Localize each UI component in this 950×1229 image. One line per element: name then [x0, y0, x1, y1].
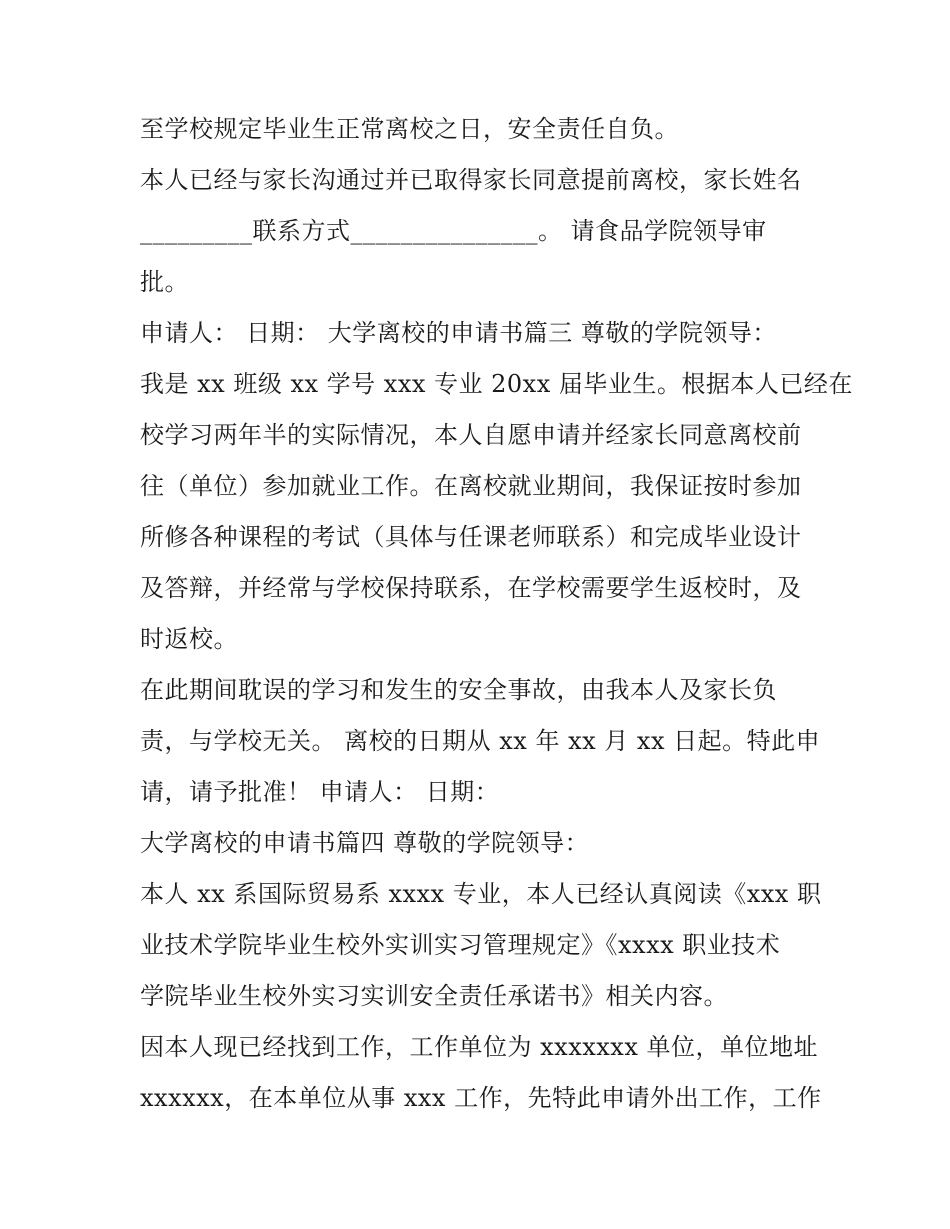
- text-line: 申请人： 日期： 大学离校的申请书篇三 尊敬的学院领导：: [140, 319, 777, 347]
- text-line: 时返校。: [140, 625, 238, 653]
- text-line: 请，请予批准！ 申请人： 日期：: [140, 778, 500, 806]
- text-line: 因本人现已经找到工作，工作单位为 xxxxxxx 单位，单位地址: [140, 1033, 819, 1061]
- text-line: 至学校规定毕业生正常离校之日，安全责任自负。: [140, 115, 679, 143]
- text-line: 我是 xx 班级 xx 学号 xxx 专业 20xx 届毕业生。根据本人已经在: [140, 370, 853, 398]
- text-line: 责，与学校无关。 离校的日期从 xx 年 xx 月 xx 日起。特此申: [140, 727, 821, 755]
- text-line: 学院毕业生校外实习实训安全责任承诺书》相关内容。: [140, 982, 728, 1010]
- text-line: 业技术学院毕业生校外实训实习管理规定》《xxxx 职业技术: [140, 931, 781, 959]
- text-line: 批。: [140, 268, 189, 296]
- text-line: _________联系方式_______________。 请食品学院领导审: [140, 217, 767, 245]
- text-line: 所修各种课程的考试（具体与任课老师联系）和完成毕业设计: [140, 523, 802, 551]
- document-body: [140, 104, 853, 1124]
- text-line: xxxxxx，在本单位从事 xxx 工作，先特此申请外出工作，工作: [140, 1084, 822, 1112]
- text-line: 在此期间耽误的学习和发生的安全事故，由我本人及家长负: [140, 676, 777, 704]
- text-line: 校学习两年半的实际情况，本人自愿申请并经家长同意离校前: [140, 421, 802, 449]
- text-line: 大学离校的申请书篇四 尊敬的学院领导：: [140, 829, 590, 857]
- text-line: 本人已经与家长沟通过并已取得家长同意提前离校，家长姓名: [140, 166, 802, 194]
- text-line: 及答辩，并经常与学校保持联系，在学校需要学生返校时，及: [140, 574, 802, 602]
- text-line: 往（单位）参加就业工作。在离校就业期间，我保证按时参加: [140, 472, 802, 500]
- text-line: 本人 xx 系国际贸易系 xxxx 专业，本人已经认真阅读《xxx 职: [140, 880, 822, 908]
